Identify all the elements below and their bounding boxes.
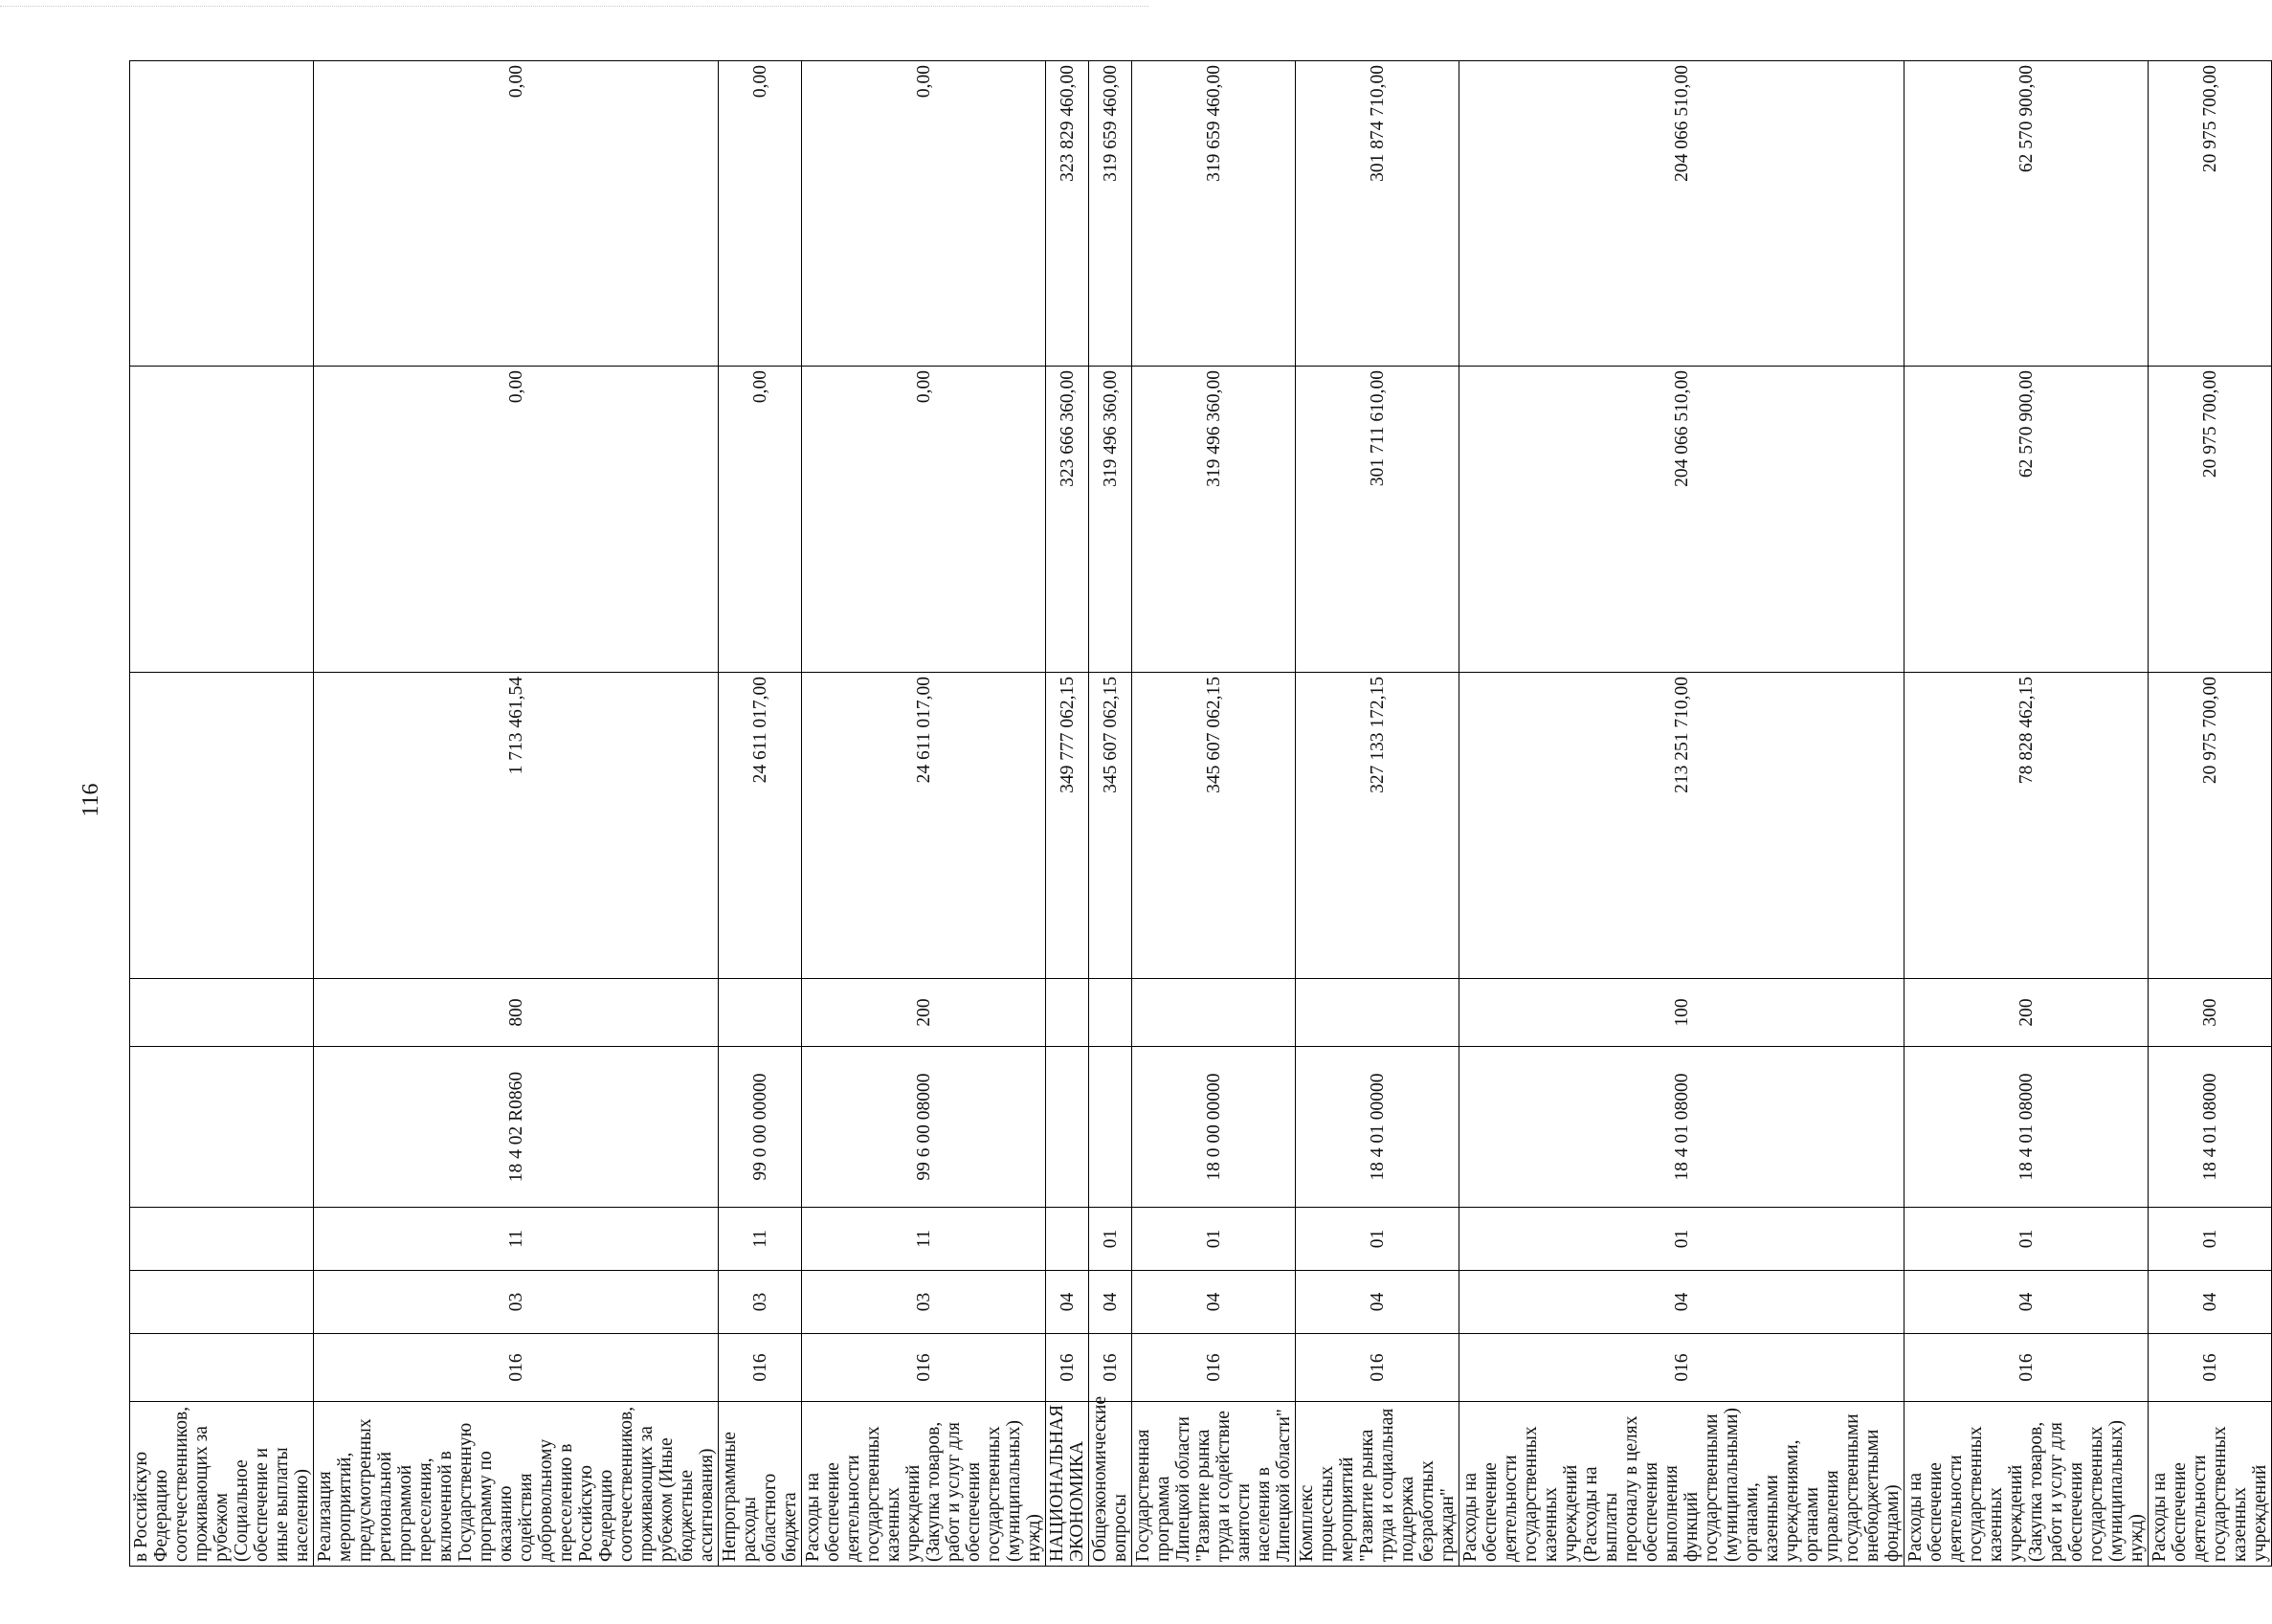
description-cell: в Российскую Федерацию соотечественников, проживающих за рубежом (Социальное обеспечение и иные выплаты населению)	[130, 1402, 314, 1567]
expense-type-cell	[1132, 979, 1296, 1047]
subsection-code-cell: 11	[802, 1208, 1046, 1271]
budget-table	[129, 60, 2272, 1567]
amount-year-2-cell: 301 711 610,00	[1296, 367, 1459, 673]
section-code-cell: 04	[1459, 1271, 1904, 1334]
description-cell: Расходы на обеспечение деятельности государственных казенных учреждений (Закупка товаров, работ и услуг для обеспечения государственных (муниципальных) нужд)	[802, 1402, 1046, 1567]
admin-code-cell	[130, 1334, 314, 1402]
amount-year-3-cell: 301 874 710,00	[1296, 61, 1459, 367]
subsection-code-cell: 11	[314, 1208, 719, 1271]
target-article-cell: 18 4 01 08000	[1904, 1047, 2149, 1208]
amount-year-3-cell: 319 659 460,00	[1089, 61, 1132, 367]
amount-year-1-cell: 345 607 062,15	[1089, 673, 1132, 979]
amount-year-3-cell	[130, 61, 314, 367]
scan-artifact-line	[0, 6, 1148, 8]
table-row	[719, 61, 802, 1567]
amount-year-3-cell: 204 066 510,00	[1459, 61, 1904, 367]
admin-code-cell: 016	[314, 1334, 719, 1402]
expense-type-cell	[130, 979, 314, 1047]
admin-code-cell: 016	[1296, 1334, 1459, 1402]
subsection-code-cell	[130, 1208, 314, 1271]
amount-year-1-cell: 345 607 062,15	[1132, 673, 1296, 979]
amount-year-1-cell: 1 713 461,54	[314, 673, 719, 979]
description-cell: Комплекс процессных мероприятий "Развитие рынка труда и социальная поддержка безработных граждан"	[1296, 1402, 1459, 1567]
description-cell: Расходы на обеспечение деятельности государственных казенных учреждений (Закупка товаров, работ и услуг для обеспечения государственных (муниципальных) нужд)	[1904, 1402, 2149, 1567]
table-row	[1904, 61, 2149, 1567]
target-article-cell: 18 4 02 R0860	[314, 1047, 719, 1208]
amount-year-2-cell: 0,00	[802, 367, 1046, 673]
amount-year-2-cell: 62 570 900,00	[1904, 367, 2149, 673]
target-article-cell	[130, 1047, 314, 1208]
section-code-cell: 03	[719, 1271, 802, 1334]
amount-year-1-cell: 24 611 017,00	[719, 673, 802, 979]
subsection-code-cell: 01	[1132, 1208, 1296, 1271]
description-cell: Расходы на обеспечение деятельности государственных казенных учреждений	[2149, 1402, 2272, 1567]
table-body	[130, 61, 2272, 1567]
amount-year-3-cell: 319 659 460,00	[1132, 61, 1296, 367]
table-row	[2149, 61, 2272, 1567]
description-cell: Непрограммные расходы областного бюджета	[719, 1402, 802, 1567]
amount-year-1-cell: 20 975 700,00	[2149, 673, 2272, 979]
subsection-code-cell: 11	[719, 1208, 802, 1271]
amount-year-3-cell: 20 975 700,00	[2149, 61, 2272, 367]
table-row	[1459, 61, 1904, 1567]
description-cell: Реализация мероприятий, предусмотренных региональной программой переселения, включенной в Государственную программу по оказанию содействия добровольному переселению в Российскую Федерацию соотечественников, проживающих за рубежом (Иные бюджетные ассигнования)	[314, 1402, 719, 1567]
description-cell: Государственная программа Липецкой области "Развитие рынка труда и содействие занятости населения в Липецкой области"	[1132, 1402, 1296, 1567]
description-cell: НАЦИОНАЛЬНАЯ ЭКОНОМИКА	[1046, 1402, 1089, 1567]
table-row	[130, 61, 314, 1567]
target-article-cell: 18 0 00 00000	[1132, 1047, 1296, 1208]
table-row	[1089, 61, 1132, 1567]
amount-year-1-cell: 24 611 017,00	[802, 673, 1046, 979]
amount-year-2-cell: 20 975 700,00	[2149, 367, 2272, 673]
target-article-cell: 18 4 01 00000	[1296, 1047, 1459, 1208]
amount-year-3-cell: 0,00	[719, 61, 802, 367]
amount-year-1-cell: 78 828 462,15	[1904, 673, 2149, 979]
target-article-cell	[1046, 1047, 1089, 1208]
target-article-cell: 18 4 01 08000	[1459, 1047, 1904, 1208]
table-row	[802, 61, 1046, 1567]
subsection-code-cell: 01	[1459, 1208, 1904, 1271]
section-code-cell: 04	[1904, 1271, 2149, 1334]
amount-year-1-cell	[130, 673, 314, 979]
expense-type-cell: 200	[802, 979, 1046, 1047]
table-row	[314, 61, 719, 1567]
target-article-cell: 18 4 01 08000	[2149, 1047, 2272, 1208]
rotated-table-wrapper	[129, 60, 2272, 1567]
admin-code-cell: 016	[802, 1334, 1046, 1402]
table-row	[1132, 61, 1296, 1567]
table-row	[1046, 61, 1089, 1567]
target-article-cell: 99 6 00 08000	[802, 1047, 1046, 1208]
expense-type-cell	[719, 979, 802, 1047]
subsection-code-cell	[1046, 1208, 1089, 1271]
expense-type-cell	[1089, 979, 1132, 1047]
amount-year-2-cell: 204 066 510,00	[1459, 367, 1904, 673]
amount-year-2-cell	[130, 367, 314, 673]
amount-year-3-cell: 323 829 460,00	[1046, 61, 1089, 367]
amount-year-1-cell: 327 133 172,15	[1296, 673, 1459, 979]
section-code-cell	[130, 1271, 314, 1334]
expense-type-cell: 100	[1459, 979, 1904, 1047]
amount-year-1-cell: 213 251 710,00	[1459, 673, 1904, 979]
section-code-cell: 03	[314, 1271, 719, 1334]
amount-year-2-cell: 323 666 360,00	[1046, 367, 1089, 673]
section-code-cell: 04	[1089, 1271, 1132, 1334]
subsection-code-cell: 01	[1904, 1208, 2149, 1271]
expense-type-cell	[1046, 979, 1089, 1047]
section-code-cell: 04	[1132, 1271, 1296, 1334]
amount-year-3-cell: 0,00	[314, 61, 719, 367]
admin-code-cell: 016	[1904, 1334, 2149, 1402]
admin-code-cell: 016	[719, 1334, 802, 1402]
amount-year-2-cell: 0,00	[314, 367, 719, 673]
expense-type-cell: 300	[2149, 979, 2272, 1047]
target-article-cell	[1089, 1047, 1132, 1208]
section-code-cell: 03	[802, 1271, 1046, 1334]
table-row	[1296, 61, 1459, 1567]
admin-code-cell: 016	[1089, 1334, 1132, 1402]
subsection-code-cell: 01	[2149, 1208, 2272, 1271]
subsection-code-cell: 01	[1089, 1208, 1132, 1271]
amount-year-1-cell: 349 777 062,15	[1046, 673, 1089, 979]
amount-year-2-cell: 0,00	[719, 367, 802, 673]
admin-code-cell: 016	[1459, 1334, 1904, 1402]
subsection-code-cell: 01	[1296, 1208, 1459, 1271]
target-article-cell: 99 0 00 00000	[719, 1047, 802, 1208]
expense-type-cell	[1296, 979, 1459, 1047]
admin-code-cell: 016	[1132, 1334, 1296, 1402]
admin-code-cell: 016	[2149, 1334, 2272, 1402]
amount-year-2-cell: 319 496 360,00	[1089, 367, 1132, 673]
amount-year-3-cell: 62 570 900,00	[1904, 61, 2149, 367]
expense-type-cell: 800	[314, 979, 719, 1047]
description-cell: Расходы на обеспечение деятельности государственных казенных учреждений (Расходы на выплаты персоналу в целях обеспечения выполнения функций государственными (муниципальными) органами, казенными учреждениями, органами управления государственными внебюджетными фондами)	[1459, 1402, 1904, 1567]
amount-year-2-cell: 319 496 360,00	[1132, 367, 1296, 673]
section-code-cell: 04	[1296, 1271, 1459, 1334]
section-code-cell: 04	[1046, 1271, 1089, 1334]
description-cell: Общеэкономические вопросы	[1089, 1402, 1132, 1567]
expense-type-cell: 200	[1904, 979, 2149, 1047]
admin-code-cell: 016	[1046, 1334, 1089, 1402]
page-number: 116	[78, 783, 103, 817]
section-code-cell: 04	[2149, 1271, 2272, 1334]
amount-year-3-cell: 0,00	[802, 61, 1046, 367]
